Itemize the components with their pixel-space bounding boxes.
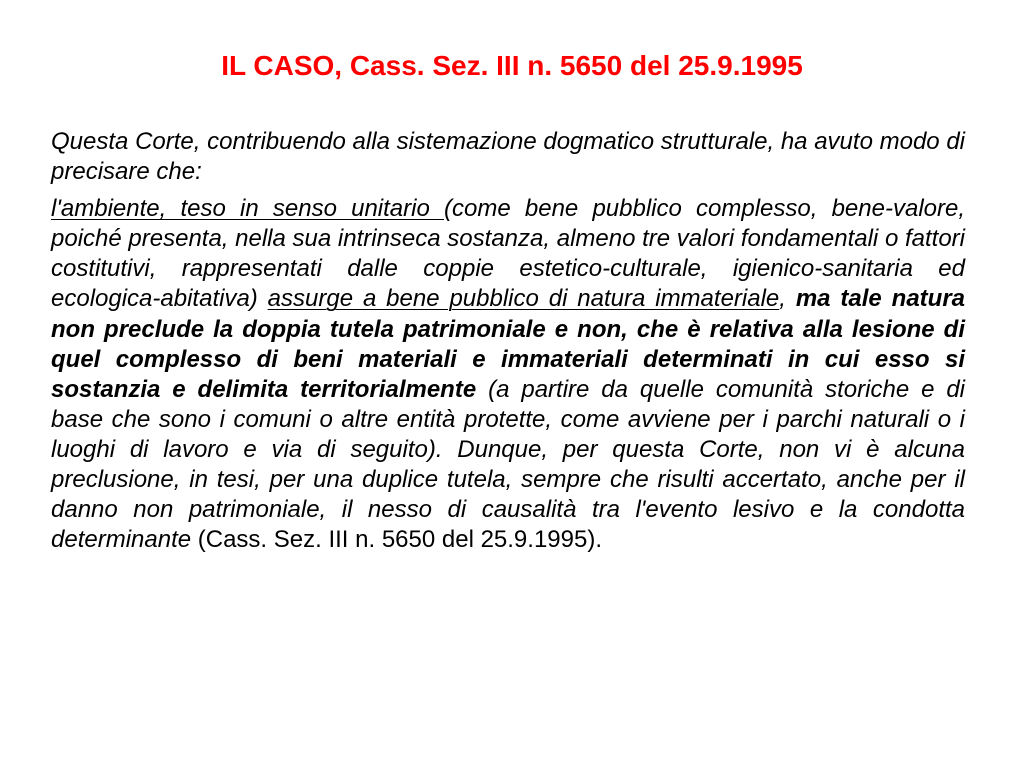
intro-paragraph: Questa Corte, contribuendo alla sistemazione dogmatico strutturale, ha avuto modo di precisare che: [51, 128, 965, 186]
continuation-text: (a partire da quelle comunità storiche e di base che sono i comuni o altre entità protette, come avviene per i parchi naturali o i luoghi di lavoro e via di seguito). Dunque, per questa Corte, non vi è alcuna preclusione, in tesi, per una duplice tutela, sempre che risulti accertato, anche per il danno non patrimoniale, il nesso di causalità tra l'evento lesivo e la condotta determinante [51, 375, 966, 554]
bold-key-statement: ma tale natura non preclude la doppia tutela patrimoniale e non, che è relativa alla lesione di quel complesso di beni materiali e immateriali determinati in cui esso si sostanzia e delimita territorialmente [51, 285, 966, 403]
citation-text: (Cass. Sez. III n. 5650 del 25.9.1995). [191, 526, 602, 554]
parenthetical-definition: (come bene pubblico complesso, bene-valore, poiché presenta, nella sua intrinseca sostanza, almeno tre valori fondamentali o fattori costitutivi, rappresentati dalle coppie estetico-culturale, igienico-sanitaria ed ecologica-abitativa) [51, 195, 966, 313]
slide-title: IL CASO, Cass. Sez. III n. 5650 del 25.9.1995 [221, 50, 803, 81]
quote-paragraph [51, 194, 965, 555]
comma-separator: , [779, 285, 796, 313]
underlined-phrase-ambiente: l'ambiente, teso in senso unitario [51, 195, 445, 223]
underlined-phrase-bene-pubblico: assurge a bene pubblico di natura immateriale [267, 285, 780, 313]
slide-body [51, 127, 965, 555]
